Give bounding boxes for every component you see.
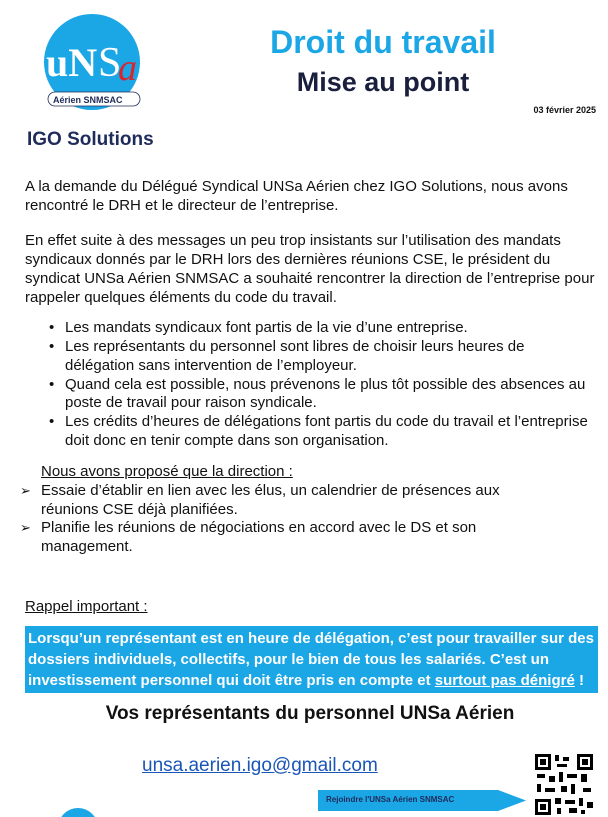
join-label: Rejoindre l'UNSa Aérien SNMSAC	[326, 795, 455, 804]
list-item: • Quand cela est possible, nous prévenons le plus tôt possible des absences au poste de travail pour raison syndicale.	[25, 376, 595, 413]
list-item: • Les crédits d’heures de délégations font partis du code du travail et l’entreprise doit donc en tenir compte dans son organisation.	[25, 413, 595, 450]
list-item: ➢ Essaie d’établir en lien avec les élus, un calendrier de présences aux réunions CSE déjà planifiées.	[20, 482, 560, 519]
bullet-list	[25, 319, 595, 451]
unsa-logo	[36, 12, 148, 112]
reminder-heading: Rappel important :	[25, 598, 148, 615]
company-name: IGO Solutions	[27, 129, 154, 150]
reminder-box	[25, 626, 598, 693]
list-item: • Les représentants du personnel sont libres de choisir leurs heures de délégation sans intervention de l’employeur.	[25, 338, 595, 375]
reminder-emphasis: surtout pas dénigré	[434, 672, 575, 689]
page-subtitle: Mise au point	[296, 67, 470, 97]
email-link[interactable]: unsa.aerien.igo@gmail.com	[142, 755, 378, 776]
reminder-text: Lorsqu’un représentant est en heure de délégation, c’est pour travailler sur des dossiers individuels, collectifs, pour le bien de tous les salariés. C’est un investissement personnel qui doit être pris en compte et	[28, 630, 594, 689]
svg-text:Aérien SNMSAC: Aérien SNMSAC	[53, 95, 123, 105]
svg-text:a: a	[118, 47, 137, 89]
qr-code-icon[interactable]	[533, 752, 595, 817]
proposal-heading: Nous avons proposé que la direction :	[41, 463, 293, 480]
signature: Vos représentants du personnel UNSa Aérien	[105, 703, 515, 724]
list-item: ➢ Planifie les réunions de négociations en accord avec le DS et son management.	[20, 519, 560, 556]
reminder-end: !	[574, 672, 584, 689]
context-paragraph: En effet suite à des messages un peu trop insistants sur l’utilisation des mandats syndicaux donnés par le DRH lors des dernières réunions CSE, le président du syndicat UNSa Aérien SNMSAC a souhaité rencontrer la direction de l’entreprise pour rappeler quelques éléments du code du travail.	[25, 232, 595, 306]
intro-paragraph: A la demande du Délégué Syndical UNSa Aérien chez IGO Solutions, nous avons rencontré le DRH et le directeur de l’entreprise.	[25, 178, 568, 214]
page-title: Droit du travail	[270, 24, 496, 60]
join-banner[interactable]	[318, 790, 526, 811]
proposal-list	[20, 482, 560, 556]
svg-text:S: S	[98, 40, 122, 86]
footer-logo-partial	[58, 808, 98, 817]
date: 03 février 2025	[533, 105, 596, 115]
list-item: • Les mandats syndicaux font partis de la vie d’une entreprise.	[25, 319, 595, 338]
svg-text:uN: uN	[46, 40, 98, 85]
